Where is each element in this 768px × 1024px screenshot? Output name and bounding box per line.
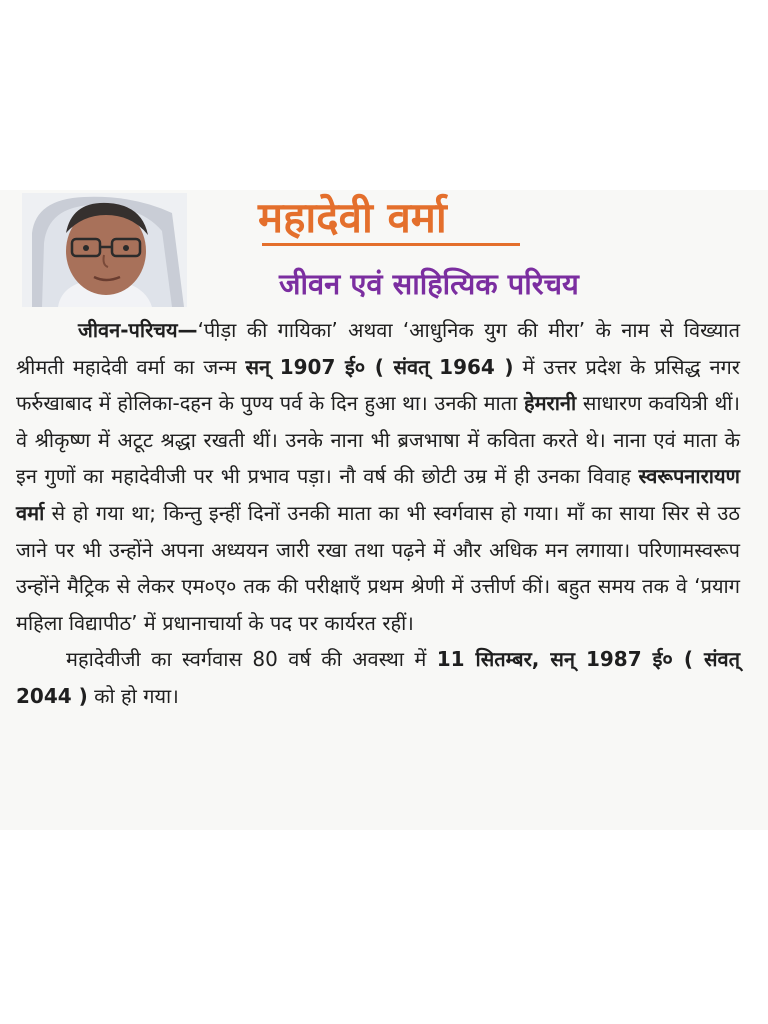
text-segment: महादेवीजी का स्वर्गवास 80 वर्ष की अवस्था में [66, 647, 437, 672]
biography-text [16, 312, 740, 715]
page-subtitle: जीवन एवं साहित्यिक परिचय [279, 267, 579, 301]
text-segment: को हो गया। [87, 683, 179, 708]
text-segment: में उत्तर प्रदेश के प्रसिद्ध नगर फर्रुखाबाद में होलिका-दहन के पुण्य पर्व के दिन हुआ था। उनकी माता [16, 354, 740, 416]
death-date: 11 सितम्बर, सन् 1987 ई० ( संवत् 2044 ) [16, 647, 741, 708]
title-underline [262, 243, 520, 246]
text-segment: ‘पीड़ा की गायिका’ अथवा ‘आधुनिक युग की मीरा’ के नाम से विख्यात श्रीमती महादेवी वर्मा का जन्म [16, 318, 740, 379]
page-title: महादेवी वर्मा [258, 193, 447, 242]
section-heading: जीवन-परिचय— [78, 318, 198, 342]
author-portrait [22, 193, 187, 307]
death-paragraph [16, 641, 740, 714]
birth-date: सन् 1907 ई० ( संवत् 1964 ) [245, 354, 514, 379]
text-segment: से हो गया था; किन्तु इन्हीं दिनों उनकी माता का भी स्वर्गवास हो गया। माँ का साया सिर से उठ जाने पर भी उन्होंने अपना अध्ययन जारी रखा तथा पढ़ने में और अधिक मन लगाया। परिणामस्वरूप उन्होंने मैट्रिक से लेकर एम०ए० तक की परीक्षाएँ प्रथम श्रेणी में उत्तीर्ण कीं। बहुत समय तक वे ‘प्रयाग महिला विद्यापीठ’ में प्रधानाचार्या के पद पर कार्यरत रहीं। [16, 500, 740, 635]
husband-name: स्वरूपनारायण वर्मा [16, 464, 740, 525]
biography-paragraph [16, 312, 740, 641]
text-segment: साधारण कवयित्री थीं। वे श्रीकृष्ण में अटूट श्रद्धा रखती थीं। उनके नाना भी ब्रजभाषा में कविता करते थे। नाना एवं माता के इन गुणों का महादेवीजी पर भी प्रभाव पड़ा। नौ वर्ष की छोटी उम्र में ही उनका विवाह [16, 391, 740, 489]
mother-name: हेमरानी [523, 391, 577, 416]
